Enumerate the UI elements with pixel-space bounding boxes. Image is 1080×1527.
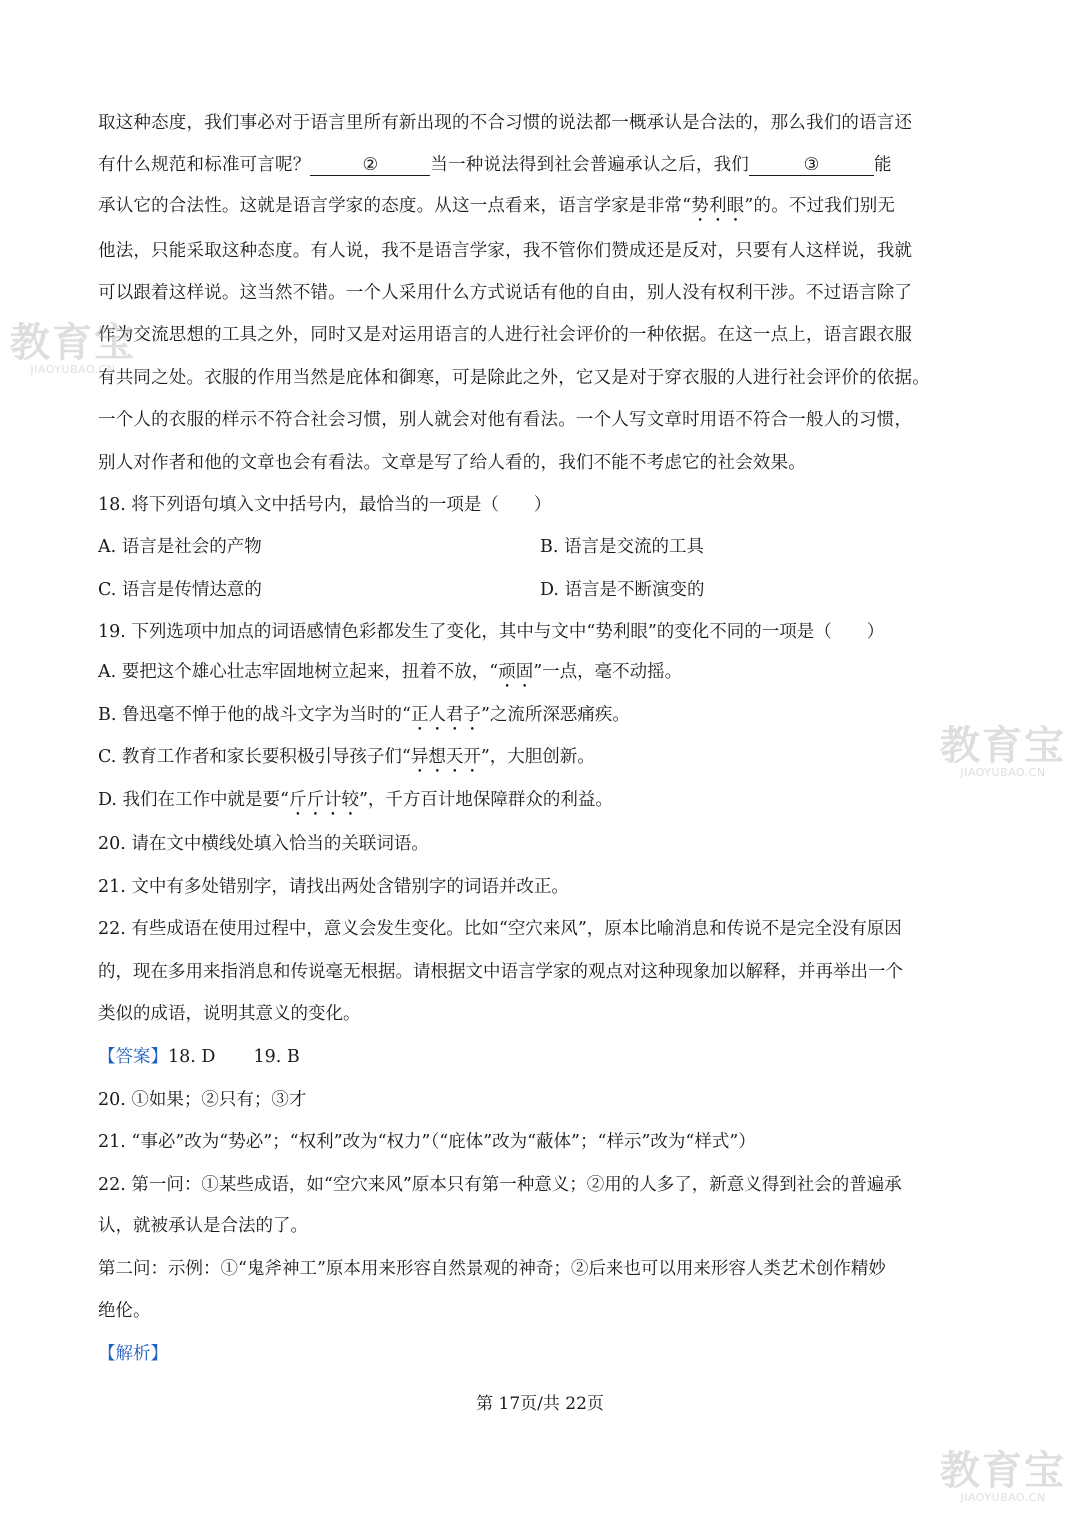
answer-line xyxy=(98,1045,978,1069)
blank-3: ③ xyxy=(749,155,874,176)
question-22-line: 类似的成语，说明其意义的变化。 xyxy=(98,1004,361,1024)
passage-line xyxy=(98,194,978,226)
dotted-word: 正人君子 xyxy=(410,705,481,725)
watermark-text: 教育宝 xyxy=(10,320,136,366)
question-21: 21. 文中有多处错别字，请找出两处含错别字的词语并改正。 xyxy=(98,877,569,897)
answer-18: 18. D xyxy=(168,1047,216,1067)
question-18-stem: 18. 将下列语句填入文中括号内，最恰当的一项是（ ） xyxy=(98,495,552,515)
option-text: ”一点，毫不动摇。 xyxy=(533,662,683,682)
passage-line: 取这种态度，我们事必对于语言里所有新出现的不合习惯的说法都一概承认是合法的，那么我们的语言还 xyxy=(98,113,913,133)
page-footer: 第 17页/共 22页 xyxy=(476,1394,604,1414)
question-18-option-b: B. 语言是交流的工具 xyxy=(540,537,704,557)
question-18-option-c: C. 语言是传情达意的 xyxy=(98,580,262,600)
passage-line: 可以跟着这样说。这当然不错。一个人采用什么方式说话有他的自由，别人没有权利干涉。不过语言除了 xyxy=(98,283,913,303)
watermark-text: 教育宝 xyxy=(940,1448,1066,1494)
watermark-logo xyxy=(940,725,1066,779)
passage-text: 当一种说法得到社会普遍承认之后，我们 xyxy=(430,155,750,175)
option-text: ”，大胆创新。 xyxy=(480,747,595,767)
question-22-line: 的，现在多用来指消息和传说毫无根据。请根据文中语言学家的观点对这种现象加以解释，并再举出一个 xyxy=(98,962,903,982)
question-19-option-a xyxy=(98,660,978,692)
passage-line xyxy=(98,153,978,177)
answer-22-line: 第二问：示例：①“鬼斧神工”原本用来形容自然景观的神奇；②后来也可以用来形容人类艺术创作精妙 xyxy=(98,1259,886,1279)
answer-22-line: 绝伦。 xyxy=(98,1301,151,1321)
passage-line: 作为交流思想的工具之外，同时又是对运用语言的人进行社会评价的一种依据。在这一点上，语言跟衣服 xyxy=(98,325,913,345)
answer-22-line: 认，就被承认是合法的了。 xyxy=(98,1216,308,1236)
watermark-subtext: JIAOYUBAO.CN xyxy=(30,363,116,376)
option-text: ”之流所深恶痛疾。 xyxy=(480,705,630,725)
passage-line: 他法，只能采取这种态度。有人说，我不是语言学家，我不管你们赞成还是反对，只要有人这样说，我就 xyxy=(98,241,913,261)
dotted-word: 异想天开 xyxy=(410,747,481,767)
dotted-word: 势利眼 xyxy=(691,196,745,216)
question-20: 20. 请在文中横线处填入恰当的关联词语。 xyxy=(98,834,429,854)
analysis-tag: 【解析】 xyxy=(98,1344,168,1364)
watermark-logo xyxy=(10,322,136,376)
answer-20: 20. ①如果；②只有；③才 xyxy=(98,1090,307,1110)
watermark-logo xyxy=(940,1450,1066,1504)
passage-text: 能 xyxy=(874,155,892,175)
passage-line: 别人对作者和他的文章也会有看法。文章是写了给人看的，我们不能不考虑它的社会效果。 xyxy=(98,453,806,473)
watermark-subtext: JIAOYUBAO.CN xyxy=(960,1491,1046,1504)
answer-19: 19. B xyxy=(253,1047,300,1067)
question-18-option-a: A. 语言是社会的产物 xyxy=(98,537,262,557)
passage-line: 有共同之处。衣服的作用当然是庇体和御寒，可是除此之外，它又是对于穿衣服的人进行社会评价的依据。 xyxy=(98,368,930,388)
passage-text: 有什么规范和标准可言呢？ xyxy=(98,155,311,175)
option-text: D. 我们在工作中就是要“ xyxy=(98,790,289,810)
option-text: A. 要把这个雄心壮志牢固地树立起来，扭着不放，“ xyxy=(98,662,499,682)
answer-21: 21. “事必”改为“势必”；“权利”改为“权力”（“庇体”改为“蔽体”；“样示”改为“样式”） xyxy=(98,1132,756,1152)
question-19-option-c xyxy=(98,745,978,777)
question-19-option-b xyxy=(98,703,978,735)
question-19-stem: 19. 下列选项中加点的词语感情色彩都发生了变化，其中与文中“势利眼”的变化不同的一项是（ ） xyxy=(98,622,885,642)
blank-2: ② xyxy=(310,155,430,176)
dotted-word: 顽固 xyxy=(498,662,534,682)
watermark-text: 教育宝 xyxy=(940,723,1066,769)
option-text: B. 鲁迅毫不惮于他的战斗文字为当时的“ xyxy=(98,705,411,725)
answer-22-line: 22. 第一问：①某些成语，如“空穴来风”原本只有第一种意义；②用的人多了，新意义得到社会的普遍承 xyxy=(98,1175,902,1195)
passage-text: 承认它的合法性。这就是语言学家的态度。从这一点看来，语言学家是非常“ xyxy=(98,196,692,216)
question-18-option-d: D. 语言是不断演变的 xyxy=(540,580,705,600)
option-text: ”，千方百计地保障群众的利益。 xyxy=(358,790,613,810)
answer-tag: 【答案】 xyxy=(98,1047,168,1067)
passage-text: ”的。不过我们别无 xyxy=(744,196,896,216)
dotted-word: 斤斤计较 xyxy=(288,790,359,810)
passage-line: 一个人的衣服的样示不符合社会习惯，别人就会对他有看法。一个人写文章时用语不符合一般人的习惯， xyxy=(98,410,913,430)
watermark-subtext: JIAOYUBAO.CN xyxy=(960,766,1046,779)
question-19-option-d xyxy=(98,788,978,820)
option-text: C. 教育工作者和家长要积极引导孩子们“ xyxy=(98,747,411,767)
question-22-line: 22. 有些成语在使用过程中，意义会发生变化。比如“空穴来风”，原本比喻消息和传说不是完全没有原因 xyxy=(98,919,902,939)
